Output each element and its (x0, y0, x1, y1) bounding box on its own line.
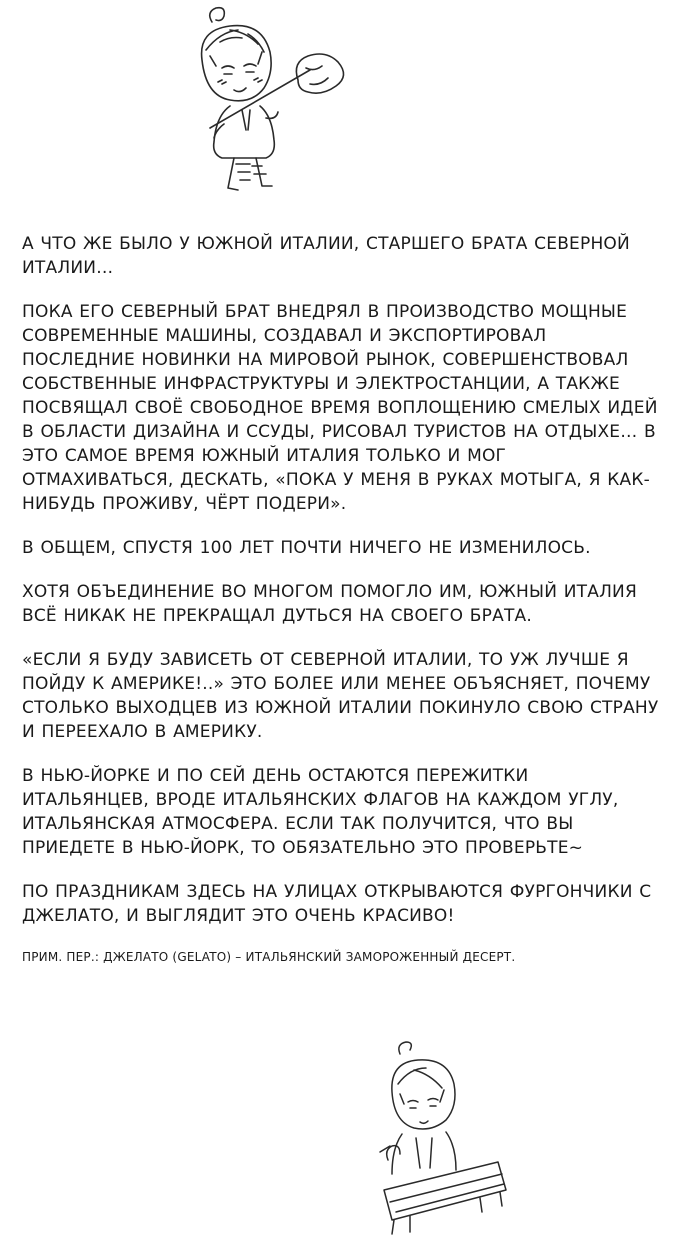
article-text (22, 232, 662, 966)
paragraph: «ЕСЛИ Я БУДУ ЗАВИСЕТЬ ОТ СЕВЕРНОЙ ИТАЛИИ, ТО УЖ ЛУЧШЕ Я ПОЙДУ К АМЕРИКЕ!..» ЭТО БОЛЕЕ ИЛИ МЕНЕЕ ОБЪЯСНЯЕТ, ПОЧЕМУ СТОЛЬКО ВЫХОДЦЕВ ИЗ ЮЖНОЙ ИТАЛИИ ПОКИНУЛО СВОЮ СТРАНУ И ПЕРЕЕХАЛО В АМЕРИКУ. (22, 650, 659, 742)
paragraph: ХОТЯ ОБЪЕДИНЕНИЕ ВО МНОГОМ ПОМОГЛО ИМ, ЮЖНЫЙ ИТАЛИЯ ВСЁ НИКАК НЕ ПРЕКРАЩАЛ ДУТЬСЯ НА СВОЕГО БРАТА. (22, 582, 637, 626)
character-sketch-top (190, 0, 360, 200)
translator-note: ПРИМ. ПЕР.: ДЖЕЛАТО (GELATO) – ИТАЛЬЯНСКИЙ ЗАМОРОЖЕННЫЙ ДЕСЕРТ. (22, 950, 516, 964)
paragraph: А ЧТО ЖЕ БЫЛО У ЮЖНОЙ ИТАЛИИ, СТАРШЕГО БРАТА СЕВЕРНОЙ ИТАЛИИ… (22, 234, 630, 278)
character-sketch-bottom (370, 1040, 520, 1240)
paragraph: ПО ПРАЗДНИКАМ ЗДЕСЬ НА УЛИЦАХ ОТКРЫВАЮТСЯ ФУРГОНЧИКИ С ДЖЕЛАТО, И ВЫГЛЯДИТ ЭТО ОЧЕНЬ КРАСИВО! (22, 882, 652, 926)
paragraph: В ОБЩЕМ, СПУСТЯ 100 ЛЕТ ПОЧТИ НИЧЕГО НЕ ИЗМЕНИЛОСЬ. (22, 538, 591, 558)
paragraph: В НЬЮ-ЙОРКЕ И ПО СЕЙ ДЕНЬ ОСТАЮТСЯ ПЕРЕЖИТКИ ИТАЛЬЯНЦЕВ, ВРОДЕ ИТАЛЬЯНСКИХ ФЛАГОВ НА КАЖДОМ УГЛУ, ИТАЛЬЯНСКАЯ АТМОСФЕРА. ЕСЛИ ТАК ПОЛУЧИТСЯ, ЧТО ВЫ ПРИЕДЕТЕ В НЬЮ-ЙОРК, ТО ОБЯЗАТЕЛЬНО ЭТО ПРОВЕРЬТЕ~ (22, 766, 619, 858)
paragraph: ПОКА ЕГО СЕВЕРНЫЙ БРАТ ВНЕДРЯЛ В ПРОИЗВОДСТВО МОЩНЫЕ СОВРЕМЕННЫЕ МАШИНЫ, СОЗДАВАЛ И ЭКСПОРТИРОВАЛ ПОСЛЕДНИЕ НОВИНКИ НА МИРОВОЙ РЫНОК, СОВЕРШЕНСТВОВАЛ СОБСТВЕННЫЕ ИНФРАСТРУКТУРЫ И ЭЛЕКТРОСТАНЦИИ, А ТАКЖЕ ПОСВЯЩАЛ СВОЁ СВОБОДНОЕ ВРЕМЯ ВОПЛОЩЕНИЮ СМЕЛЫХ ИДЕЙ В ОБЛАСТИ ДИЗАЙНА И ССУДЫ, РИСОВАЛ ТУРИСТОВ НА ОТДЫХЕ… В ЭТО САМОЕ ВРЕМЯ ЮЖНЫЙ ИТАЛИЯ ТОЛЬКО И МОГ ОТМАХИВАТЬСЯ, ДЕСКАТЬ, «ПОКА У МЕНЯ В РУКАХ МОТЫГА, Я КАК-НИБУДЬ ПРОЖИВУ, ЧЁРТ ПОДЕРИ». (22, 302, 658, 514)
